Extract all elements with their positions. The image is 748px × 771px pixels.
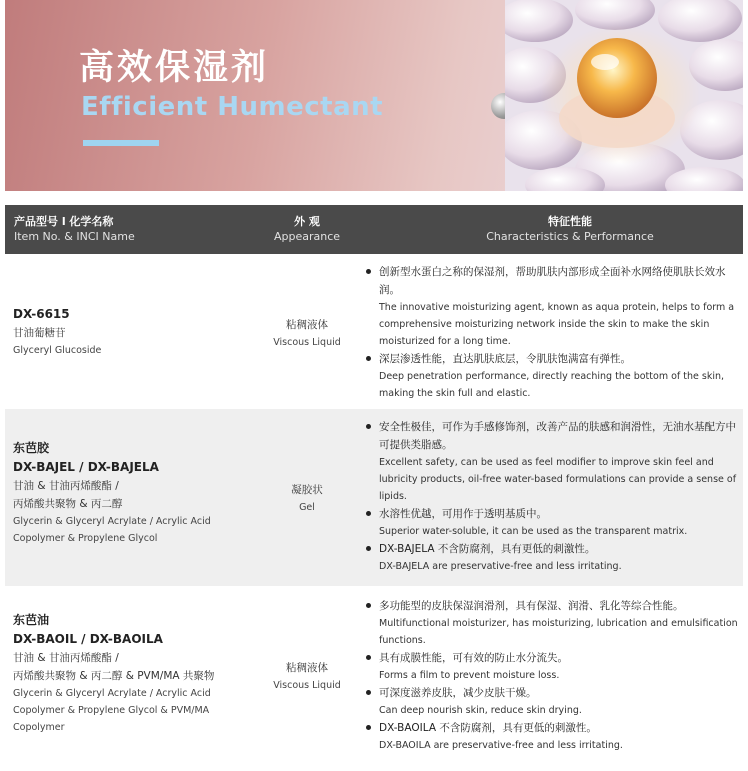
list-item bbox=[363, 263, 738, 350]
feature-zh: 创新型水蛋白之称的保湿剂，帮助肌肤内部形成全面补水网络使肌肤长效水润。 bbox=[379, 266, 726, 296]
feature-en: Deep penetration performance, directly reaching the bottom of the skin, making the skin full and elastic. bbox=[379, 371, 725, 399]
bullet-icon bbox=[366, 424, 371, 429]
appearance-zh: 粘稠液体 bbox=[286, 319, 328, 331]
column-header-characteristics bbox=[420, 214, 720, 244]
header-item-en: Item No. & INCI Name bbox=[14, 230, 135, 243]
feature-zh: 具有成膜性能，可有效的防止水分流失。 bbox=[379, 652, 568, 664]
feature-en: Excellent safety, can be used as feel modifier to improve skin feel and lubricity products, oil-free water-based formulations can provide a sense of lipids. bbox=[379, 457, 737, 502]
list-item bbox=[363, 505, 738, 540]
list-item bbox=[363, 684, 738, 719]
feature-zh: 安全性极佳，可作为手感修饰剂，改善产品的肤感和润滑性，无油水基配方中可提供类脂感。 bbox=[379, 421, 736, 451]
feature-zh: 深层渗透性能，直达肌肤底层，令肌肤饱满富有弹性。 bbox=[379, 353, 631, 365]
bullet-icon bbox=[366, 269, 371, 274]
appearance-cell bbox=[237, 481, 377, 517]
list-item bbox=[363, 540, 738, 575]
table-row bbox=[5, 254, 743, 409]
item-cell bbox=[13, 611, 258, 736]
feature-zh: 多功能型的皮肤保湿润滑剂，具有保湿、润滑、乳化等综合性能。 bbox=[379, 600, 684, 612]
header-characteristics-zh: 特征性能 bbox=[548, 215, 592, 228]
inci-name-zh: 甘油 & 甘油丙烯酸酯 / bbox=[13, 480, 119, 492]
feature-en: DX-BAOILA are preservative-free and less irritating. bbox=[379, 740, 623, 751]
list-item bbox=[363, 719, 738, 754]
feature-en: DX-BAJELA are preservative-free and less irritating. bbox=[379, 561, 622, 572]
header-characteristics-en: Characteristics & Performance bbox=[486, 230, 654, 243]
header-item-zh: 产品型号 l 化学名称 bbox=[14, 215, 114, 228]
characteristics-cell bbox=[363, 418, 738, 575]
header-appearance-zh: 外 观 bbox=[294, 215, 320, 228]
characteristics-cell bbox=[363, 263, 738, 402]
feature-en: The innovative moisturizing agent, known as aqua protein, helps to form a comprehensive moisturizing network inside the skin to make the skin moisturized for a long time. bbox=[379, 302, 735, 347]
appearance-cell bbox=[237, 316, 377, 352]
feature-zh: 水溶性优越，可用作于透明基质中。 bbox=[379, 508, 547, 520]
item-code: DX-6615 bbox=[13, 307, 70, 321]
item-code: DX-BAOIL / DX-BAOILA bbox=[13, 632, 163, 646]
appearance-en: Viscous Liquid bbox=[273, 680, 341, 691]
inci-name-zh: 甘油葡糖苷 bbox=[13, 327, 66, 339]
banner-underline bbox=[83, 140, 159, 146]
inci-name-zh: 丙烯酸共聚物 & 丙二醇 & PVM/MA 共聚物 bbox=[13, 670, 215, 682]
characteristics-cell bbox=[363, 597, 738, 754]
inci-name-en: Copolymer bbox=[13, 722, 65, 733]
appearance-zh: 凝胶状 bbox=[291, 484, 323, 496]
product-name-zh: 东芭胶 bbox=[13, 441, 50, 455]
inci-name-zh: 甘油 & 甘油丙烯酸酯 / bbox=[13, 652, 119, 664]
inci-name-en: Glycerin & Glyceryl Acrylate / Acrylic Acid bbox=[13, 688, 211, 699]
feature-en: Forms a film to prevent moisture loss. bbox=[379, 670, 560, 681]
moisture-capsule-illustration bbox=[505, 0, 743, 191]
appearance-en: Gel bbox=[299, 502, 315, 513]
bullet-icon bbox=[366, 511, 371, 516]
bullet-icon bbox=[366, 725, 371, 730]
inci-name-en: Glycerin & Glyceryl Acrylate / Acrylic Acid bbox=[13, 516, 211, 527]
header-appearance-en: Appearance bbox=[273, 230, 341, 243]
item-cell bbox=[13, 304, 258, 359]
inci-name-en: Copolymer & Propylene Glycol & PVM/MA bbox=[13, 705, 210, 716]
inci-name-zh: 丙烯酸共聚物 & 丙二醇 bbox=[13, 498, 123, 510]
table-header bbox=[5, 205, 743, 254]
list-item bbox=[363, 418, 738, 505]
bullet-icon bbox=[366, 356, 371, 361]
feature-en: Superior water-soluble, it can be used as the transparent matrix. bbox=[379, 526, 688, 537]
bullet-icon bbox=[366, 690, 371, 695]
banner-title-english: Efficient Humectant bbox=[81, 92, 384, 122]
appearance-cell bbox=[237, 659, 377, 695]
bullet-icon bbox=[366, 603, 371, 608]
banner-title-chinese: 高效保湿剂 bbox=[79, 48, 270, 88]
feature-en: Multifunctional moisturizer, has moisturizing, lubrication and emulsification functions. bbox=[379, 618, 738, 646]
appearance-en: Viscous Liquid bbox=[273, 337, 341, 348]
table-row bbox=[5, 409, 743, 586]
column-header-item bbox=[14, 214, 135, 244]
feature-zh: 可深度滋养皮肤，减少皮肤干燥。 bbox=[379, 687, 537, 699]
feature-zh: DX-BAOILA 不含防腐剂，具有更低的刺激性。 bbox=[379, 722, 597, 734]
feature-en: Can deep nourish skin, reduce skin drying. bbox=[379, 705, 582, 716]
inci-name-en: Copolymer & Propylene Glycol bbox=[13, 533, 158, 544]
list-item bbox=[363, 597, 738, 649]
list-item bbox=[363, 649, 738, 684]
feature-zh: DX-BAJELA 不含防腐剂，具有更低的刺激性。 bbox=[379, 543, 596, 555]
list-item bbox=[363, 350, 738, 402]
table-row bbox=[5, 586, 743, 771]
bullet-icon bbox=[366, 655, 371, 660]
bullet-icon bbox=[366, 546, 371, 551]
item-code: DX-BAJEL / DX-BAJELA bbox=[13, 460, 159, 474]
item-cell bbox=[13, 439, 258, 547]
column-header-appearance bbox=[237, 214, 377, 244]
appearance-zh: 粘稠液体 bbox=[286, 662, 328, 674]
hero-banner bbox=[5, 0, 743, 191]
inci-name-en: Glyceryl Glucoside bbox=[13, 345, 102, 356]
product-name-zh: 东芭油 bbox=[13, 613, 50, 627]
